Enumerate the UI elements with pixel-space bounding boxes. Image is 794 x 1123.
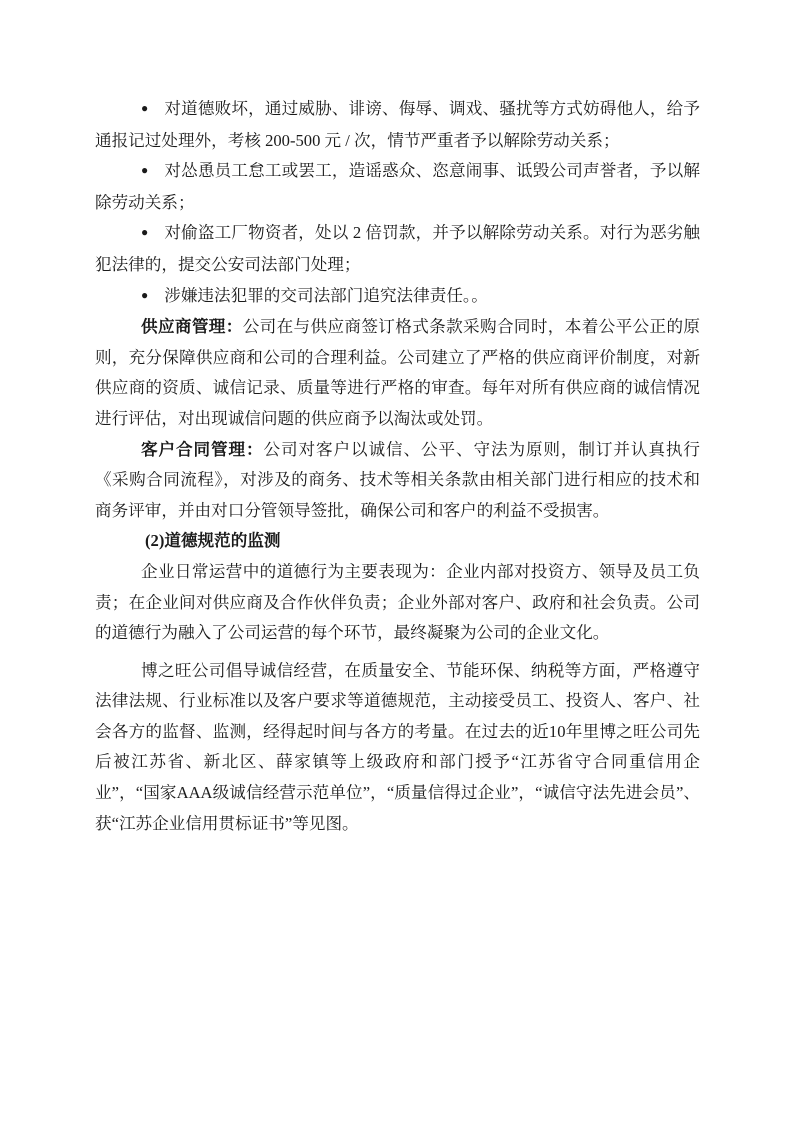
bullet-item-ethics-violation xyxy=(95,94,700,156)
bullet-text: 对道德败坏，通过威胁、诽谤、侮辱、调戏、骚扰等方式妨碍他人，给予通报记过处理外，考核 200-500 元 / 次，情节严重者予以解除劳动关系； xyxy=(95,99,701,150)
bullet-item-theft xyxy=(95,218,700,280)
bullet-icon: ● xyxy=(141,225,149,240)
paragraph-integrity-awards xyxy=(95,656,700,840)
paragraph-customer-contract-management xyxy=(95,435,700,527)
bullet-text: 对偷盗工厂物资者，处以 2 倍罚款，并予以解除劳动关系。对行为恶劣触犯法律的，提交公安司法部门处理； xyxy=(95,223,701,274)
bullet-item-criminal-liability xyxy=(95,281,700,313)
paragraph-text: 企业日常运营中的道德行为主要表现为：企业内部对投资方、领导及员工负责；在企业间对供应商及合作伙伴负责；企业外部对客户、政府和社会负责。公司的道德行为融入了公司运营的每个环节，最终凝聚为公司的企业文化。 xyxy=(95,561,700,643)
paragraph-label-supplier-management: 供应商管理： xyxy=(141,317,243,337)
paragraph-text: 博之旺公司倡导诚信经营，在质量安全、节能环保、纳税等方面，严格遵守法律法规、行业标准以及客户要求等道德规范，主动接受员工、投资人、客户、社会各方的监督、监测，经得起时间与各方的考量。在过去的近10年里博之旺公司先后被江苏省、新北区、薛家镇等上级政府和部门授予“江苏省守合同重信用企业”，“国家AAA级诚信经营示范单位”，“质量信得过企业”，“诚信守法先进会员”、获“江苏企业信用贯标证书”等见图。 xyxy=(95,660,700,833)
bullet-icon: ● xyxy=(141,163,149,178)
bullet-text: 对怂恿员工怠工或罢工，造谣惑众、恣意闹事、诋毁公司声誉者，予以解除劳动关系； xyxy=(95,161,701,212)
paragraph-text: 公司在与供应商签订格式条款采购合同时，本着公平公正的原则，充分保障供应商和公司的合理利益。公司建立了严格的供应商评价制度，对新供应商的资质、诚信记录、质量等进行严格的审查。每年对所有供应商的诚信情况进行评估，对出现诚信问题的供应商予以淘汰或处罚。 xyxy=(95,317,701,428)
bullet-item-instigation xyxy=(95,156,700,218)
document-content xyxy=(95,94,700,839)
paragraph-label-customer-contract-management: 客户合同管理： xyxy=(141,439,264,459)
paragraph-daily-ethics-behavior xyxy=(95,557,700,649)
section-heading-ethics-monitoring: (2)道德规范的监测 xyxy=(145,531,281,551)
paragraph-text: 公司对客户以诚信、公平、守法为原则，制订并认真执行《采购合同流程》，对涉及的商务、技术等相关条款由相关部门进行相应的技术和商务评审，并由对口分管领导签批，确保公司和客户的利益不受损害。 xyxy=(95,439,701,520)
bullet-text: 涉嫌违法犯罪的交司法部门追究法律责任。。 xyxy=(164,285,488,305)
bullet-icon: ● xyxy=(141,287,149,302)
paragraph-supplier-management xyxy=(95,312,700,434)
bullet-icon: ● xyxy=(141,101,149,115)
